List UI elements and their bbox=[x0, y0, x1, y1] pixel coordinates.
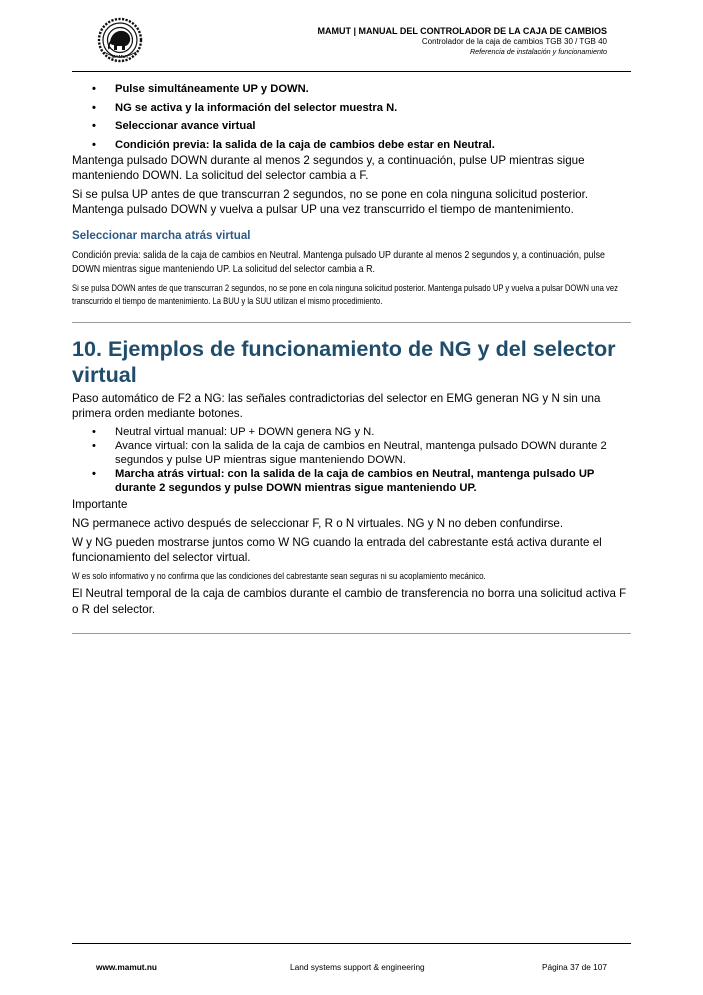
important-label: Importante bbox=[72, 497, 128, 511]
list-item: • Condición previa: la salida de la caja de cambios debe estar en Neutral. bbox=[72, 138, 631, 153]
footer-page-number: Página 37 de 107 bbox=[541, 962, 607, 972]
header-title: MAMUT | MANUAL DEL CONTROLADOR DE LA CAJA DE CAMBIOS bbox=[317, 26, 607, 36]
header-reference: Referencia de instalación y funcionamiento bbox=[469, 47, 607, 57]
footer-divider bbox=[72, 943, 631, 944]
list-item: • NG se activa y la información del selector muestra N. bbox=[72, 101, 631, 116]
page-content bbox=[72, 82, 631, 634]
paragraph-small: Condición previa: salida de la caja de cambios en Neutral. Mantenga pulsado UP durante al menos 2 segundos y, a continuación, pulse DOWN mientras sigue manteniendo UP. La solicitud del selector cambia a R. bbox=[72, 249, 605, 276]
mamut-logo bbox=[94, 16, 146, 64]
header-subtitle: Controlador de la caja de cambios TGB 30 / TGB 40 bbox=[421, 37, 607, 47]
list-item: • Avance virtual: con la salida de la caja de cambios en Neutral, mantenga pulsado DOWN durante 2 segundos y pulse UP mientras sigue manteniendo DOWN. bbox=[72, 440, 631, 467]
paragraph: NG permanece activo después de seleccionar F, R o N virtuales. NG y N no deben confundirse. bbox=[72, 516, 564, 530]
paragraph: El Neutral temporal de la caja de cambios durante el cambio de transferencia no borra una solicitud activa F o R del selector. bbox=[72, 587, 627, 616]
paragraph-xsmall: W es solo informativo y no confirma que las condiciones del cabrestante sean seguras ni su acoplamiento mecánico. bbox=[72, 571, 486, 582]
footer-tagline: Land systems support & engineering bbox=[290, 962, 425, 972]
bullet-list-neutral bbox=[72, 82, 631, 153]
section-heading: 10. Ejemplos de funcionamiento de NG y del selector virtual bbox=[72, 336, 616, 388]
logo-text: MAMUT bbox=[111, 54, 129, 59]
paragraph: Paso automático de F2 a NG: las señales contradictorias del selector en EMG generan NG y N sin una primera orden mediante botones. bbox=[72, 392, 601, 421]
section-end-divider bbox=[72, 633, 631, 634]
list-item: • Pulse simultáneamente UP y DOWN. bbox=[72, 82, 631, 97]
header-divider bbox=[72, 71, 631, 72]
paragraph: Si se pulsa UP antes de que transcurran 2 segundos, no se pone en cola ninguna solicitud posterior. Mantenga pulsado DOWN y vuelva a pulsar UP una vez transcurrido el tiempo de mantenimiento. bbox=[72, 188, 589, 217]
page-header bbox=[317, 26, 607, 56]
paragraph-xsmall: Si se pulsa DOWN antes de que transcurran 2 segundos, no se pone en cola ninguna solicitud posterior. Mantenga pulsado UP y vuelva a pulsar DOWN una vez transcurrido el tiempo de mantenimiento. La BUU y la SUU utilizan el mismo procedimiento. bbox=[72, 282, 618, 307]
subheading-reverse: Seleccionar marcha atrás virtual bbox=[72, 228, 251, 242]
paragraph: Mantenga pulsado DOWN durante al menos 2 segundos y, a continuación, pulse UP mientras sigue manteniendo DOWN. La solicitud del selector cambia a F. bbox=[72, 153, 585, 182]
paragraph: W y NG pueden mostrarse juntos como W NG cuando la entrada del cabrestante está activa durante el funcionamiento del selector virtual. bbox=[72, 535, 602, 565]
bullet-list-examples bbox=[72, 426, 631, 496]
footer-website-link[interactable]: www.mamut.nu bbox=[96, 962, 157, 972]
list-item: • Marcha atrás virtual: con la salida de la caja de cambios en Neutral, mantenga pulsado UP durante 2 segundos y pulse DOWN mientras sigue manteniendo UP. bbox=[72, 468, 631, 495]
list-item: • Neutral virtual manual: UP + DOWN genera NG y N. bbox=[72, 426, 631, 440]
list-item: • Seleccionar avance virtual bbox=[72, 119, 631, 134]
